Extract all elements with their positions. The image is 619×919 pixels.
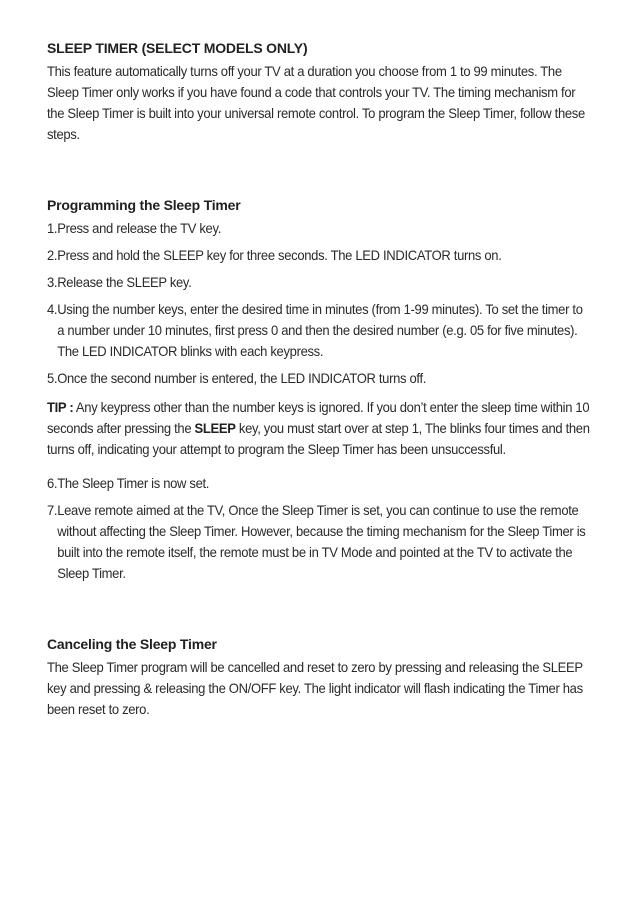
step-number: 1. — [47, 220, 58, 236]
step-text: Using the number keys, enter the desired time in minutes (from 1-99 minutes). To set the timer to a number under 10 minutes, first press 0 and then the desired number (e.g. 05 for five minutes). The LED INDICATOR blinks with each keypress. — [57, 301, 583, 359]
step-number: 6. — [47, 475, 58, 491]
programming-steps-continued — [47, 473, 592, 584]
tip-paragraph — [47, 397, 592, 460]
manual-page — [47, 40, 592, 720]
step-number: 4. — [47, 301, 58, 317]
step-number: 5. — [47, 370, 58, 386]
step-number: 3. — [47, 274, 58, 290]
tip-sleep-key: SLEEP — [194, 420, 236, 436]
step-text: Press and hold the SLEEP key for three seconds. The LED INDICATOR turns on. — [57, 247, 502, 263]
step-6 — [47, 473, 592, 494]
intro-paragraph: This feature automatically turns off your TV at a duration you choose from 1 to 99 minutes. The Sleep Timer only works if you have found a code that controls your TV. The timing mechanism for the Sleep Timer is built into your universal remote control. To program the Sleep Timer, follow these steps. — [47, 63, 585, 142]
step-3 — [47, 272, 592, 293]
tip-text-before: Any keypress other than the number keys is ignored. If you don’t enter the sleep time within 10 seconds after pressing the — [47, 399, 590, 436]
step-text: The Sleep Timer is now set. — [57, 475, 210, 491]
step-number: 7. — [47, 502, 58, 518]
step-7 — [47, 500, 592, 584]
tip-text-after: key, you must start over at step 1, The blinks four times and then turns off, indicating your attempt to program the Sleep Timer has been unsuccessful. — [47, 420, 590, 457]
step-text: Leave remote aimed at the TV, Once the Sleep Timer is set, you can continue to use the remote without affecting the Sleep Timer. However, because the timing mechanism for the Sleep Timer is built into the remote itself, the remote must be in TV Mode and pointed at the TV to activate the Sleep Timer. — [57, 502, 586, 581]
canceling-heading: Canceling the Sleep Timer — [47, 636, 217, 652]
step-2 — [47, 245, 592, 266]
step-4 — [47, 299, 592, 362]
programming-steps — [47, 218, 592, 389]
step-5 — [47, 368, 592, 389]
step-text: Once the second number is entered, the LED INDICATOR turns off. — [57, 370, 427, 386]
step-text: Release the SLEEP key. — [57, 274, 192, 290]
canceling-paragraph: The Sleep Timer program will be cancelled and reset to zero by pressing and releasing the SLEEP key and pressing & releasing the ON/OFF key. The light indicator will flash indicating the Timer has been reset to zero. — [47, 659, 583, 717]
step-number: 2. — [47, 247, 58, 263]
step-1 — [47, 218, 592, 239]
section-title: SLEEP TIMER (SELECT MODELS ONLY) — [47, 40, 308, 56]
programming-heading: Programming the Sleep Timer — [47, 197, 241, 213]
tip-label: TIP : — [47, 399, 74, 415]
step-text: Press and release the TV key. — [57, 220, 221, 236]
